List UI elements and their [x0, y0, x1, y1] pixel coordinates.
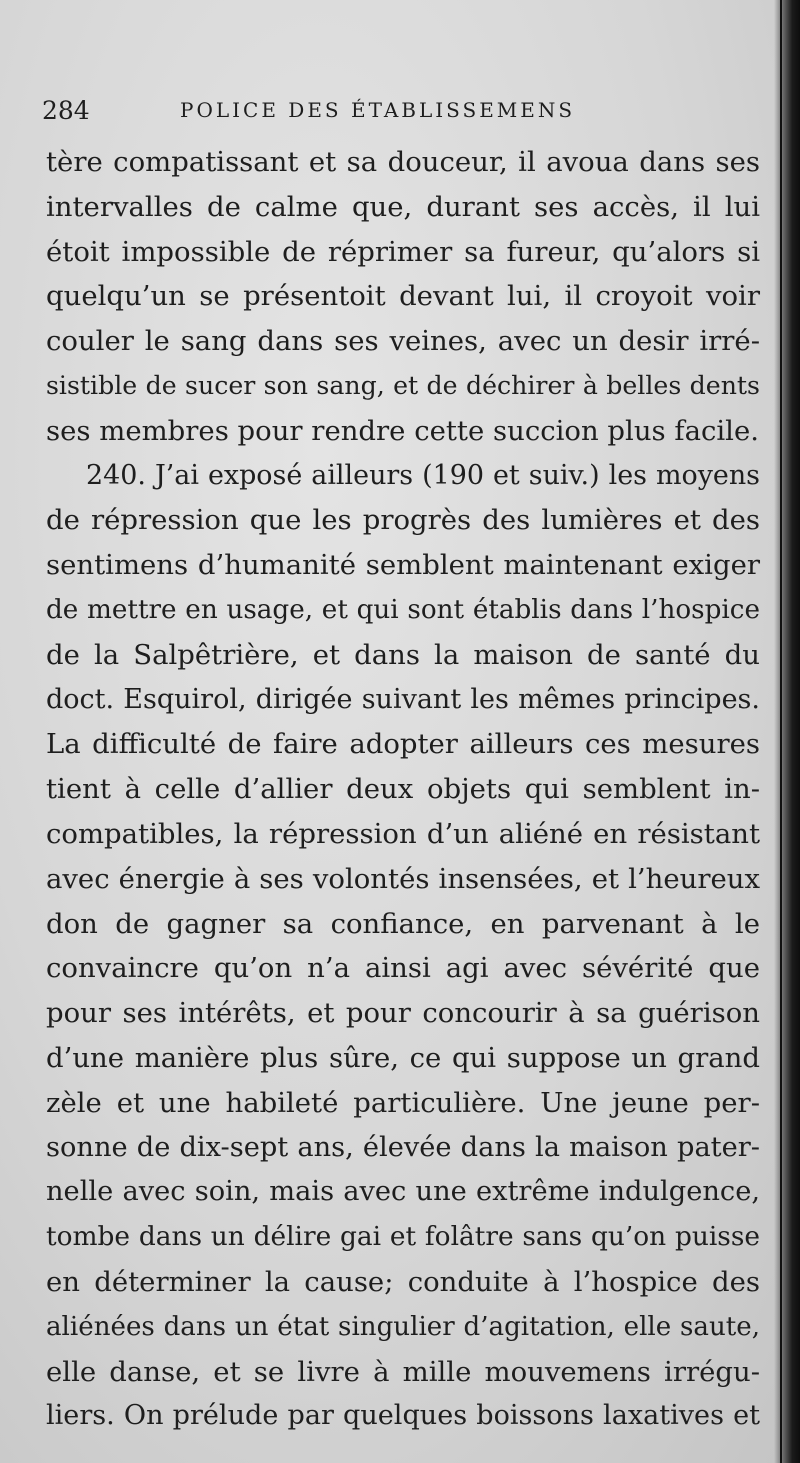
page-number: 284 [42, 96, 90, 125]
text-body [46, 140, 760, 1439]
text-line: compatibles, la répression d’un aliéné en résistant [46, 817, 760, 850]
text-line: de mettre en usage, et qui sont établis dans l’hospice [46, 594, 760, 625]
text-line: tère compatissant et sa douceur, il avoua dans ses [46, 146, 760, 178]
text-line: sonne de dix-sept ans, élevée dans la maison pater- [46, 1131, 760, 1163]
text-line: sistible de sucer son sang, et de déchirer à belles dents [46, 370, 760, 400]
text-line: tient à celle d’allier deux objets qui semblent in- [46, 773, 760, 806]
text-line: convaincre qu’on n’a ainsi agi avec sévérité que [46, 952, 760, 985]
text-line: don de gagner sa confiance, en parvenant à le [46, 907, 760, 940]
text-line: liers. On prélude par quelques boissons laxatives et [46, 1400, 760, 1432]
text-line: intervalles de calme que, durant ses accès, il lui [46, 190, 760, 223]
page-gutter-shadow [774, 0, 800, 1463]
text-line: ses membres pour rendre cette succion plus facile. [46, 414, 759, 447]
text-line: pour ses intérêts, et pour concourir à sa guérison [46, 997, 760, 1030]
text-line: tombe dans un délire gai et folâtre sans qu’on puisse [46, 1221, 760, 1253]
text-line: avec énergie à ses volontés insensées, et l’heureux [46, 862, 760, 895]
text-line: de la Salpêtrière, et dans la maison de santé du [46, 638, 760, 671]
text-line: zèle et une habileté particulière. Une jeune per- [46, 1086, 760, 1119]
page-header [42, 92, 772, 132]
text-line: La difficulté de faire adopter ailleurs ces mesures [46, 728, 760, 761]
text-line: de répression que les progrès des lumières et des [46, 504, 760, 537]
text-line: d’une manière plus sûre, ce qui suppose un grand [46, 1041, 760, 1074]
text-line: elle danse, et se livre à mille mouvemens irrégu- [46, 1355, 760, 1388]
text-line: couler le sang dans ses veines, avec un desir irré- [46, 325, 760, 358]
paragraph-start-line: 240. J’ai exposé ailleurs (190 et suiv.) les moyens [86, 459, 760, 491]
text-line: en déterminer la cause; conduite à l’hospice des [46, 1265, 760, 1298]
text-line: doct. Esquirol, dirigée suivant les mêmes principes. [46, 683, 760, 715]
text-line: nelle avec soin, mais avec une extrême indulgence, [46, 1176, 760, 1208]
text-line: aliénées dans un état singulier d’agitation, elle saute, [46, 1311, 760, 1342]
text-line: étoit impossible de réprimer sa fureur, qu’alors si [46, 235, 760, 268]
running-title: POLICE DES ÉTABLISSEMENS [180, 98, 576, 122]
text-line: quelqu’un se présentoit devant lui, il croyoit voir [46, 280, 760, 313]
text-line: sentimens d’humanité semblent maintenant exiger [46, 549, 760, 582]
page-edge-line [780, 0, 782, 1463]
